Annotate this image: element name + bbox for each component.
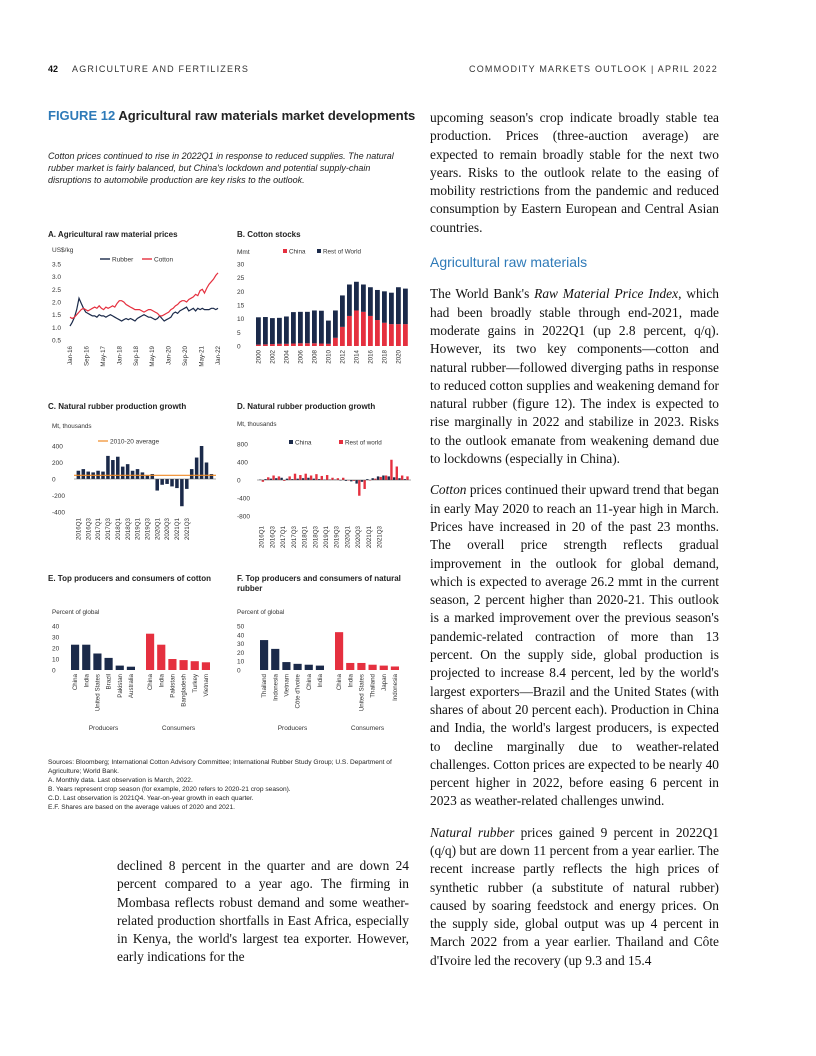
y-tick-label: 40 <box>237 632 245 640</box>
bar-rest-of-world <box>375 290 380 320</box>
x-tick-label: Bangladesh <box>180 674 188 707</box>
bar-china <box>307 478 309 480</box>
y-tick-label: 30 <box>237 261 245 269</box>
y-tick-label: 0 <box>52 476 56 484</box>
x-tick-label: 2019Q3 <box>144 518 152 541</box>
bar-china <box>256 345 261 346</box>
bar-growth <box>190 469 194 479</box>
y-tick-label: 10 <box>237 658 245 666</box>
y-tick-label: -400 <box>52 509 66 517</box>
bar-growth <box>205 463 209 480</box>
x-tick-label: May-19 <box>149 346 157 367</box>
bar-rest-of-world <box>305 474 307 480</box>
legend-label: 2010-20 average <box>110 438 160 446</box>
y-tick-label: 0 <box>237 667 241 675</box>
paragraph: declined 8 percent in the quarter and are down 24 percent compared to a year ago. The firming in Mombasa reflects robust demand and some weather-related production shortfalls in East Africa, especially in Kenya, the world's largest tea exporter. However, early indications for the <box>117 858 409 965</box>
run-in-heading: Cotton <box>430 482 467 498</box>
bar-china <box>389 324 394 346</box>
x-tick-label: Sep-16 <box>83 346 91 366</box>
group-label: Producers <box>88 725 119 732</box>
y-tick-label: 30 <box>52 634 60 642</box>
bar-growth <box>82 469 86 479</box>
x-tick-label: 2021Q3 <box>183 518 191 541</box>
bar-growth <box>200 446 204 479</box>
x-tick-label: 2020Q1 <box>344 526 352 549</box>
y-axis-unit: US$/kg <box>52 247 74 254</box>
x-tick-label: 2008 <box>311 350 319 364</box>
panel-c-title: C. Natural rubber production growth <box>48 402 187 411</box>
x-tick-label: 2012 <box>339 350 347 364</box>
x-tick-label: 2018Q3 <box>312 526 320 549</box>
y-axis-unit: Mt, thousands <box>52 423 92 430</box>
y-tick-label: 2.5 <box>52 286 62 294</box>
legend-swatch <box>289 440 293 444</box>
y-tick-label: 20 <box>237 649 245 657</box>
bar-rest-of-world <box>267 477 269 480</box>
x-tick-label: 2019Q1 <box>134 518 142 541</box>
run-in-heading: Natural rubber <box>430 824 515 840</box>
x-tick-label: 2017Q3 <box>290 526 298 549</box>
legend-label: Rest of world <box>345 439 382 447</box>
bar-china <box>263 344 268 346</box>
x-tick-label: 2010 <box>325 350 333 364</box>
x-tick-label: Thailand <box>369 674 377 698</box>
bar-rest-of-world <box>389 293 394 324</box>
bar-rest-of-world <box>326 321 331 344</box>
bar-rest-of-world <box>284 316 289 343</box>
y-tick-label: 40 <box>52 623 60 631</box>
group-label: Consumers <box>350 725 385 732</box>
x-tick-label: 2006 <box>297 350 305 364</box>
x-tick-label: 2016Q3 <box>269 526 277 549</box>
figure-title-text: Agricultural raw materials market developments <box>118 108 416 123</box>
x-tick-label: 2020 <box>395 350 403 364</box>
bar-rest-of-world <box>299 475 301 480</box>
x-tick-label: 2019Q1 <box>322 526 330 549</box>
y-axis-unit: Mmt <box>237 249 250 256</box>
x-tick-label: Australia <box>127 674 135 699</box>
x-tick-label: 2019Q3 <box>333 526 341 549</box>
bar-china <box>372 478 374 480</box>
bar-china <box>275 478 277 480</box>
panel-b-title: B. Cotton stocks <box>237 230 301 239</box>
bar-china <box>361 312 366 346</box>
legend-label: Cotton <box>154 256 174 264</box>
x-tick-label: India <box>316 674 324 688</box>
bar-china <box>333 338 338 346</box>
legend-label: China <box>295 439 312 447</box>
x-tick-label: Brazil <box>105 674 113 690</box>
bar-rest-of-world <box>380 477 382 480</box>
bar-rest-of-world <box>315 474 317 480</box>
panel-d-title: D. Natural rubber production growth <box>237 402 376 411</box>
group-label: Producers <box>277 725 308 732</box>
figure-number: FIGURE 12 <box>48 108 116 123</box>
x-tick-label: Indonesia <box>272 674 280 701</box>
bar-china <box>305 343 310 346</box>
bar-china <box>377 476 379 480</box>
x-tick-label: China <box>305 674 313 691</box>
bar-china <box>382 323 387 346</box>
bar-consumer <box>157 645 165 670</box>
bar-china <box>302 478 304 480</box>
y-tick-label: 0 <box>237 477 241 485</box>
x-tick-label: India <box>347 674 355 688</box>
bar-consumer <box>146 634 154 670</box>
chart-f-rubber-shares <box>225 596 417 746</box>
y-tick-label: 5 <box>237 329 241 337</box>
x-tick-label: 2018 <box>381 350 389 364</box>
bar-growth <box>155 479 159 491</box>
chart-d-rubber-growth <box>225 414 417 574</box>
x-tick-label: May-17 <box>99 346 107 367</box>
y-tick-label: 10 <box>52 656 60 664</box>
bar-producer <box>271 649 279 670</box>
bar-rest-of-world <box>401 476 403 481</box>
bar-producer <box>71 645 79 670</box>
x-tick-label: 2016Q3 <box>85 518 93 541</box>
section-heading: Agricultural raw materials <box>430 254 588 271</box>
bar-rest-of-world <box>331 478 333 480</box>
y-tick-label: 400 <box>52 443 63 451</box>
chart-a-prices <box>48 242 228 402</box>
bar-china <box>298 343 303 346</box>
bar-china <box>398 478 400 480</box>
bar-producer <box>105 658 113 670</box>
bar-consumer <box>191 661 199 670</box>
y-tick-label: 400 <box>237 459 248 467</box>
bar-rest-of-world <box>396 467 398 481</box>
y-tick-label: 800 <box>237 441 248 449</box>
x-tick-label: 2014 <box>353 350 361 364</box>
bar-rest-of-world <box>358 480 360 496</box>
x-tick-label: Turkey <box>191 674 199 693</box>
bar-china <box>312 343 317 346</box>
bar-china <box>403 324 408 346</box>
bar-china <box>284 344 289 346</box>
x-tick-label: Indonesia <box>391 674 399 701</box>
bar-china <box>388 476 390 480</box>
bar-growth <box>185 479 189 489</box>
x-tick-label: 2018Q3 <box>124 518 132 541</box>
x-tick-label: Sep-18 <box>132 346 140 366</box>
x-tick-label: China <box>72 674 80 691</box>
bar-producer <box>127 667 135 670</box>
bar-growth <box>126 464 130 479</box>
bar-consumer <box>168 659 176 670</box>
bar-growth <box>111 460 115 479</box>
figure-title <box>48 108 418 124</box>
right-body-column <box>430 109 719 983</box>
chart-c-rubber-growth <box>48 414 228 574</box>
x-tick-label: 2016Q1 <box>258 526 266 549</box>
note-line: B. Years represent crop season (for example, 2020 refers to 2020-21 crop season). <box>48 786 291 793</box>
y-tick-label: 0 <box>52 667 56 675</box>
y-tick-label: 1.5 <box>52 312 62 320</box>
panel-e-title: E. Top producers and consumers of cotton <box>48 574 211 583</box>
bar-rest-of-world <box>396 287 401 324</box>
bar-rest-of-world <box>321 476 323 480</box>
source-line: Sources: Bloomberg; International Cotton Advisory Committee; International Rubber Study Group; U.S. Department of Agriculture; World Bank. <box>48 759 392 775</box>
x-tick-label: 2020Q3 <box>355 526 363 549</box>
y-tick-label: -400 <box>237 495 251 503</box>
bar-china <box>375 320 380 346</box>
chart-e-cotton-shares <box>48 596 228 746</box>
bar-rest-of-world <box>361 285 366 312</box>
bar-china <box>393 477 395 480</box>
figure-subtitle: Cotton prices continued to rise in 2022Q1 in response to reduced supplies. The natural rubber market is fairly balanced, but China's lockdown and potential supply-chain disruptions to automobile production are key risks to the outlook. <box>48 151 394 185</box>
bar-rest-of-world <box>270 318 275 344</box>
x-tick-label: 2016Q1 <box>75 518 83 541</box>
x-tick-label: Pakistan <box>116 674 124 698</box>
x-tick-label: Jan-18 <box>116 346 124 365</box>
bar-producer <box>294 664 302 670</box>
note-line: E.F. Shares are based on the average values of 2020 and 2021. <box>48 804 235 811</box>
legend-swatch <box>339 440 343 444</box>
bar-rest-of-world <box>291 312 296 343</box>
x-tick-label: Jan-22 <box>215 346 222 365</box>
x-tick-label: 2017Q3 <box>105 518 113 541</box>
bar-consumer <box>357 663 365 670</box>
bar-rest-of-world <box>406 476 408 480</box>
paragraph: upcoming season's crop indicate broadly stable tea production. Prices (three-auction average) are expected to remain broadly stable for the next two years. Risks to the outlook relate to the easing of mobility restrictions from the pandemic and reduced consumption by Eastern European and Central Asian countries. <box>430 110 719 235</box>
group-label: Consumers <box>161 725 196 732</box>
x-tick-label: 2004 <box>283 350 291 364</box>
y-tick-label: -800 <box>237 513 251 521</box>
x-tick-label: 2020Q3 <box>164 518 172 541</box>
chart-b-cotton-stocks <box>225 242 417 402</box>
y-tick-label: 3.5 <box>52 261 62 269</box>
legend-swatch <box>283 249 287 253</box>
bar-consumer <box>391 666 399 670</box>
x-tick-label: 2020Q1 <box>154 518 162 541</box>
y-tick-label: 20 <box>237 288 245 296</box>
running-header-right: COMMODITY MARKETS OUTLOOK | APRIL 2022 <box>469 64 718 74</box>
note-line: A. Monthly data. Last observation is March, 2022. <box>48 777 193 784</box>
panel-f-title: F. Top producers and consumers of natural rubber <box>237 574 401 593</box>
bar-rest-of-world <box>312 310 317 343</box>
bar-rest-of-world <box>333 310 338 337</box>
x-tick-label: 2017Q1 <box>280 526 288 549</box>
bar-china <box>382 476 384 481</box>
bar-rest-of-world <box>340 295 345 326</box>
legend-label: Rest of World <box>323 248 362 256</box>
x-tick-label: India <box>83 674 91 688</box>
x-tick-label: Pakistan <box>169 674 177 698</box>
bar-rest-of-world <box>305 312 310 343</box>
bar-rest-of-world <box>403 289 408 325</box>
y-tick-label: -200 <box>52 493 66 500</box>
x-tick-label: 2002 <box>269 350 277 364</box>
bar-rest-of-world <box>363 480 365 489</box>
chapter-title: AGRICULTURE AND FERTILIZERS <box>72 64 250 74</box>
y-tick-label: 10 <box>237 316 245 324</box>
x-tick-label: Thailand <box>261 674 269 698</box>
x-tick-label: United States <box>358 674 366 712</box>
bar-consumer <box>202 662 210 670</box>
bar-rest-of-world <box>262 480 264 482</box>
bar-china <box>340 327 345 346</box>
bar-china <box>354 310 359 346</box>
bar-rest-of-world <box>326 475 328 480</box>
bar-china <box>361 480 363 482</box>
bar-china <box>347 316 352 346</box>
bar-producer <box>82 645 90 670</box>
bar-rest-of-world <box>278 476 280 480</box>
bar-china <box>326 344 331 346</box>
x-tick-label: China <box>147 674 155 691</box>
x-tick-label: 2018Q1 <box>114 518 122 541</box>
bar-rest-of-world <box>288 476 290 480</box>
bar-growth <box>170 479 174 486</box>
bar-growth <box>160 479 164 485</box>
legend-label: China <box>289 248 306 256</box>
x-tick-label: 2000 <box>255 350 263 364</box>
bar-rest-of-world <box>263 317 268 344</box>
note-line: C.D. Last observation is 2021Q4. Year-on-year growth in each quarter. <box>48 795 254 802</box>
bar-producer <box>305 665 313 670</box>
bar-rest-of-world <box>354 282 359 311</box>
bar-china <box>270 344 275 346</box>
bar-rest-of-world <box>294 474 296 480</box>
y-tick-label: 15 <box>237 302 245 310</box>
y-tick-label: 0.5 <box>52 337 62 345</box>
x-tick-label: Côte d'Ivoire <box>294 674 302 709</box>
bar-china <box>355 480 357 484</box>
paragraph: Cotton prices continued their upward trend that began in early May 2020 to reach an 11-year high in March. Prices have increased in 20 of the past 23 months. The overall price strength reflects gradual improvement in the outlook for global demand, which is expected to average 26.2 mmt in the current season, 2 percent higher than 2020-21. This outlook is a marked improvement over the previous season's pandemic-related contraction of more than 13 percent. On the supply side, global production is projected to increase 8.4 percent, led by the world's largest exporters—Brazil and the United States (with shares of about 20 percent each). Production in China and India, the world's largest producers, is expected to decline marginally due to weather-related challenges. Cotton prices are expected to be nearly 40 percent higher in 2022, before easing 6 percent in 2023 as weather-related challenges unwind. <box>430 482 719 809</box>
bar-rest-of-world <box>277 318 282 344</box>
cotton-line <box>70 273 218 319</box>
bar-rest-of-world <box>256 317 261 344</box>
x-tick-label: Sep-20 <box>182 346 190 366</box>
x-tick-label: 2021Q1 <box>174 518 182 541</box>
figure-sources <box>48 758 418 812</box>
bar-growth <box>136 469 140 479</box>
x-tick-label: Japan <box>380 674 388 691</box>
x-tick-label: India <box>158 674 166 688</box>
bar-rest-of-world <box>298 312 303 343</box>
legend-swatch <box>317 249 321 253</box>
bar-growth <box>175 479 179 488</box>
bar-consumer <box>180 660 188 670</box>
bar-rest-of-world <box>310 476 312 481</box>
bar-producer <box>116 666 124 670</box>
panel-a-title: A. Agricultural raw material prices <box>48 230 178 239</box>
bar-growth <box>165 479 169 484</box>
bar-growth <box>180 479 184 506</box>
y-tick-label: 20 <box>52 645 60 653</box>
x-tick-label: China <box>336 674 344 691</box>
bar-rest-of-world <box>342 478 344 480</box>
x-tick-label: 2016 <box>367 350 375 364</box>
bar-consumer <box>369 665 377 670</box>
x-tick-label: 2018Q1 <box>301 526 309 549</box>
x-tick-label: Jan-20 <box>165 346 173 365</box>
y-tick-label: 25 <box>237 275 245 283</box>
bar-china <box>319 344 324 346</box>
paragraph: Natural rubber prices gained 9 percent in 2022Q1 (q/q) but are down 11 percent from a year earlier. The recent increase partly reflects the high prices of synthetic rubber (a substitute of natural rubber) caused by soaring feedstock and energy prices. On the supply side, global output was up 4 percent in March 2022 from a year earlier. Thailand and Côte d'Ivoire led the recovery (up 9.3 and 15.4 <box>430 824 719 968</box>
y-tick-label: 50 <box>237 623 245 631</box>
bar-china <box>291 344 296 346</box>
bar-china <box>280 478 282 480</box>
bar-rest-of-world <box>385 476 387 481</box>
bar-china <box>368 316 373 346</box>
x-tick-label: United States <box>94 674 102 712</box>
y-tick-label: 30 <box>237 641 245 649</box>
x-tick-label: 2021Q3 <box>376 526 384 549</box>
index-name: Raw Material Price Index <box>534 286 679 302</box>
y-axis-unit: Percent of global <box>237 609 285 616</box>
bar-producer <box>316 666 324 670</box>
bar-producer <box>282 662 290 670</box>
bar-rest-of-world <box>337 478 339 480</box>
bar-rest-of-world <box>368 287 373 316</box>
left-body-text <box>117 857 409 980</box>
bar-producer <box>93 654 101 671</box>
bar-rest-of-world <box>347 285 352 316</box>
y-tick-label: 1.0 <box>52 324 62 332</box>
y-axis-unit: Mt, thousands <box>237 421 277 428</box>
y-tick-label: 0 <box>237 343 241 351</box>
bar-consumer <box>346 663 354 670</box>
y-tick-label: 200 <box>52 460 63 467</box>
bar-china <box>396 324 401 346</box>
bar-rest-of-world <box>382 291 387 322</box>
running-header-left <box>48 64 249 74</box>
bar-growth <box>121 467 125 479</box>
bar-consumer <box>335 632 343 670</box>
legend-label: Rubber <box>112 256 134 264</box>
page-number: 42 <box>48 64 59 74</box>
bar-rest-of-world <box>272 476 274 481</box>
bar-growth <box>146 476 150 479</box>
x-tick-label: Jan-16 <box>67 346 74 365</box>
bar-rest-of-world <box>319 311 324 344</box>
y-tick-label: 3.0 <box>52 274 62 282</box>
x-tick-label: Vietnam <box>202 674 210 697</box>
paragraph: The World Bank's Raw Material Price Index, which had been broadly stable through end-2021, made moderate gains in 2022Q1 (up 2.8 percent, q/q). However, its two key components—cotton and natural rubber—followed diverging paths in response to reduced cotton supplies and weakening demand for natural rubber (figure 12). The index is expected to rise marginally in 2022 and stabilize in 2023. Risks to the outlook emanate from weakening demand due to lockdowns (especially in China). <box>430 286 719 467</box>
x-tick-label: 2017Q1 <box>95 518 103 541</box>
x-tick-label: May-21 <box>198 346 206 367</box>
x-tick-label: Vietnam <box>283 674 291 697</box>
y-tick-label: 2.0 <box>52 299 62 307</box>
y-axis-unit: Percent of global <box>52 609 100 616</box>
bar-producer <box>260 640 268 670</box>
bar-consumer <box>380 666 388 670</box>
bar-rest-of-world <box>390 460 392 480</box>
x-tick-label: 2021Q1 <box>365 526 373 549</box>
bar-china <box>277 344 282 346</box>
